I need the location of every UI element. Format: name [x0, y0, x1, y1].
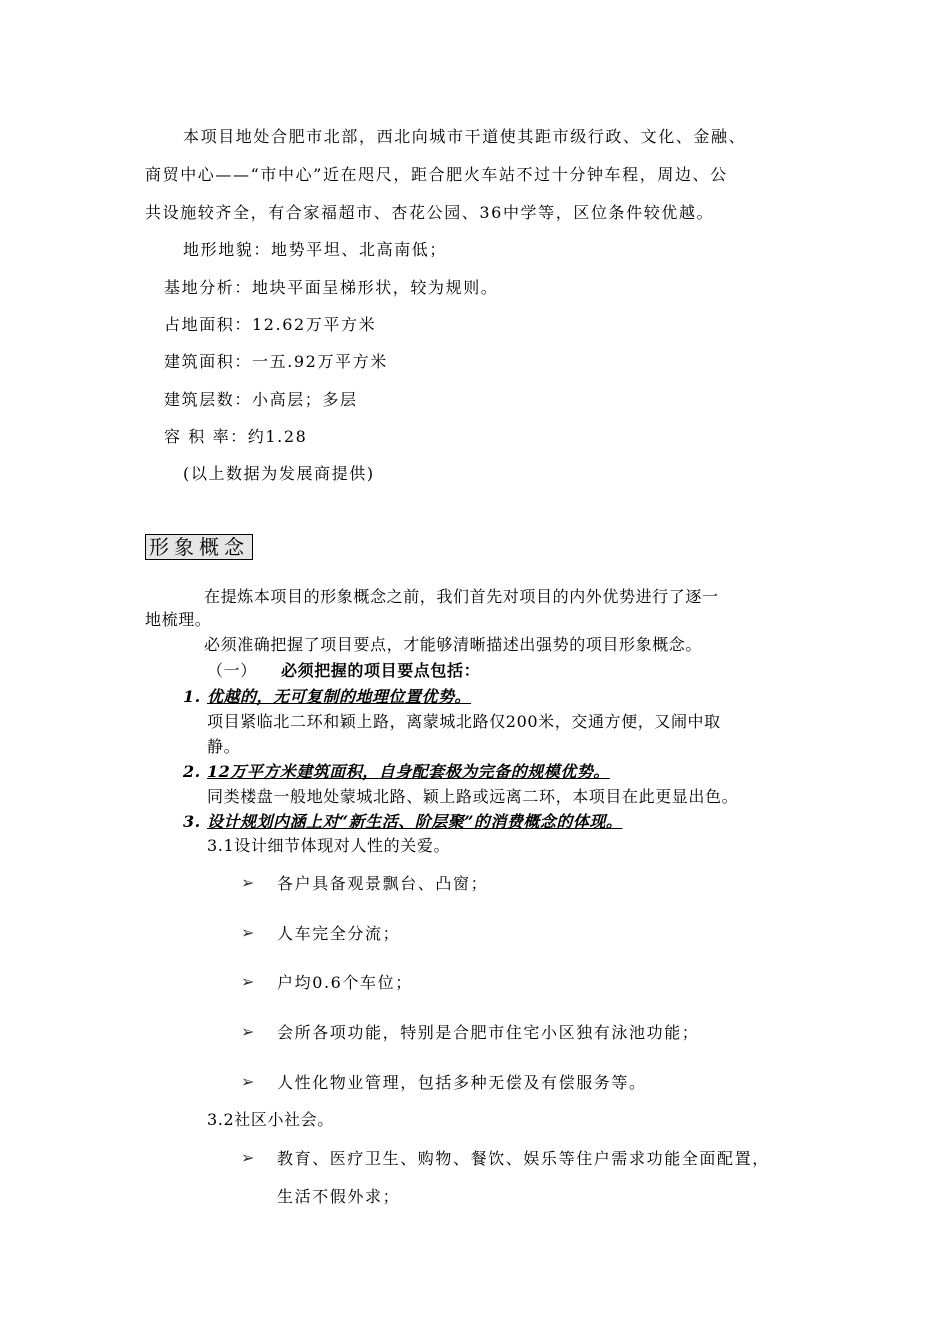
- list-item: 教育、医疗卫生、购物、餐饮、娱乐等住户需求功能全面配置，: [277, 1149, 770, 1168]
- building-area-text: 建筑面积：一五.92万平方米: [164, 352, 388, 371]
- key-point-number: 1.: [183, 687, 201, 706]
- list-item: 人车完全分流；: [277, 924, 401, 943]
- subsection-number: （一）: [207, 661, 257, 680]
- key-point-2-desc: 同类楼盘一般地处蒙城北路、颖上路或远离二环，本项目在此更显出色。: [207, 787, 739, 806]
- key-point-number: 2.: [183, 762, 201, 781]
- arrow-bullet-icon: ➢: [241, 873, 255, 892]
- floors-text: 建筑层数：小高层；多层: [164, 390, 358, 409]
- intro-line-3: 共设施较齐全，有合家福超市、杏花公园、36中学等，区位条件较优越。: [145, 203, 715, 222]
- list-item: 会所各项功能，特别是合肥市住宅小区独有泳池功能；: [277, 1023, 700, 1042]
- concept-line-2: 地梳理。: [145, 610, 212, 629]
- arrow-bullet-icon: ➢: [241, 972, 255, 991]
- data-source-note: (以上数据为发展商提供): [183, 464, 375, 483]
- land-area-text: 占地面积：12.62万平方米: [164, 315, 377, 334]
- key-point-1: [183, 687, 471, 707]
- key-point-3: [183, 812, 622, 832]
- subsection-title: 必须把握的项目要点包括：: [281, 661, 481, 680]
- key-point-title: 设计规划内涵上对“新生活、阶层聚”的消费概念的体现。: [207, 812, 623, 831]
- site-analysis-text: 基地分析：地块平面呈梯形状，较为规则。: [164, 278, 499, 297]
- key-point-title: 优越的，无可复制的地理位置优势。: [207, 687, 472, 706]
- concept-line-3: 必须准确把握了项目要点，才能够清晰描述出强势的项目形象概念。: [204, 635, 703, 654]
- subsection-3-2: 3.2社区小社会。: [207, 1110, 334, 1129]
- list-item: 户均0.6个车位；: [277, 973, 413, 992]
- key-point-number: 3.: [183, 812, 201, 831]
- terrain-text: 地形地貌：地势平坦、北高南低；: [183, 240, 448, 259]
- arrow-bullet-icon: ➢: [241, 1148, 255, 1167]
- list-item: 各户具备观景飘台、凸窗；: [277, 874, 489, 893]
- arrow-bullet-icon: ➢: [241, 1072, 255, 1091]
- key-point-2: [183, 762, 610, 782]
- intro-line-1: 本项目地处合肥市北部，西北向城市干道使其距市级行政、文化、金融、: [183, 127, 747, 146]
- key-point-title: 12万平方米建筑面积，自身配套极为完备的规模优势。: [207, 762, 610, 781]
- arrow-bullet-icon: ➢: [241, 923, 255, 942]
- intro-line-2: 商贸中心——“市中心”近在咫尺，距合肥火车站不过十分钟车程，周边、公: [145, 165, 728, 184]
- concept-line-1: 在提炼本项目的形象概念之前，我们首先对项目的内外优势进行了逐一: [204, 587, 719, 606]
- subsection-3-1: 3.1设计细节体现对人性的关爱。: [207, 836, 451, 855]
- list-item-continuation: 生活不假外求；: [277, 1187, 401, 1206]
- far-text: 容 积 率：约1.28: [164, 427, 308, 446]
- section-title: 形象概念: [145, 534, 253, 560]
- list-item: 人性化物业管理，包括多种无偿及有偿服务等。: [277, 1073, 647, 1092]
- key-point-1-desc-line-1: 项目紧临北二环和颖上路，离蒙城北路仅200米，交通方便，又闹中取: [207, 712, 721, 731]
- arrow-bullet-icon: ➢: [241, 1022, 255, 1041]
- key-point-1-desc-line-2: 静。: [207, 737, 241, 756]
